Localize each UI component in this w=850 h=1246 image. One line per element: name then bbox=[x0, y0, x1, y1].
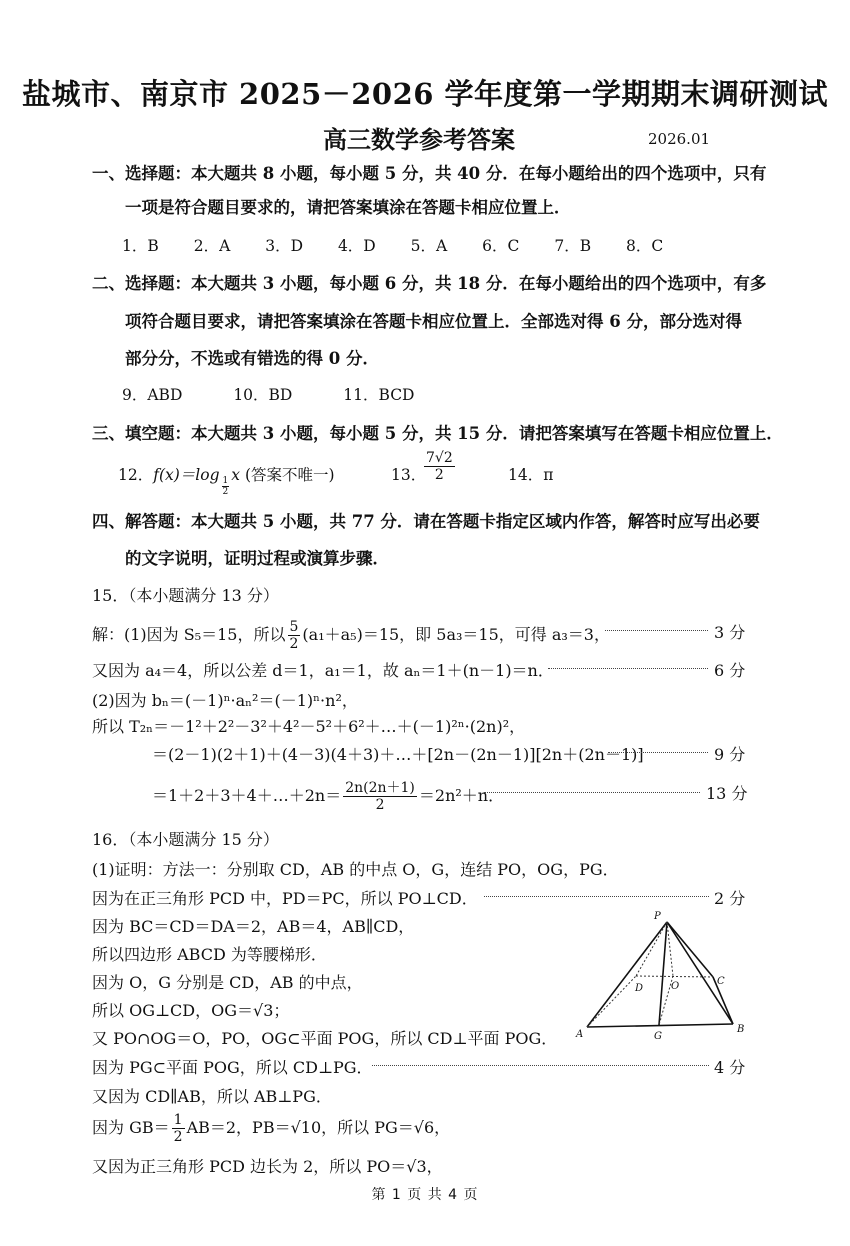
q16-line7: 又 PO∩OG＝O，PO，OG⊂平面 POG，所以 CD⊥平面 POG． bbox=[92, 1029, 558, 1048]
answer-13-number: 13． bbox=[391, 466, 427, 484]
label-A: A bbox=[576, 1029, 584, 1040]
section2-answers bbox=[122, 383, 415, 405]
q15-leader-1 bbox=[605, 630, 708, 631]
document-subtitle: 高三数学参考答案 bbox=[323, 125, 515, 154]
q16-line8: 因为 PG⊂平面 POG，所以 CD⊥PG． bbox=[92, 1058, 373, 1077]
q16-score-2: 4 分 bbox=[714, 1058, 746, 1077]
section1-answers bbox=[122, 234, 663, 256]
q16-line10-b: AB＝2，PB＝√10，所以 PG＝√6， bbox=[186, 1118, 451, 1137]
q15-frac-den: 2 bbox=[289, 636, 299, 652]
section1-heading-line1: 一、选择题：本大题共 8 小题，每小题 5 分，共 40 分．在每小题给出的四个选项中，只有 bbox=[92, 164, 767, 183]
q15-score-3: 9 分 bbox=[714, 745, 746, 764]
section4-heading-line2: 的文字说明，证明过程或演算步骤． bbox=[125, 549, 389, 568]
q16-line9: 又因为 CD∥AB，所以 AB⊥PG． bbox=[92, 1087, 332, 1106]
section4-heading-line1: 四、解答题：本大题共 5 小题，共 77 分．请在答题卡指定区域内作答，解答时应写出必要 bbox=[92, 512, 760, 531]
answer-13-fraction bbox=[422, 451, 457, 482]
q16-line3: 因为 BC＝CD＝DA＝2，AB＝4，AB∥CD， bbox=[92, 917, 415, 936]
edge-PC bbox=[667, 922, 713, 977]
page-number: 第 1 页 共 4 页 bbox=[371, 1187, 479, 1203]
q16-line10-a: 因为 GB＝ bbox=[92, 1118, 170, 1137]
q15-frac-num: 5 bbox=[289, 619, 299, 635]
q16-line10 bbox=[92, 1113, 450, 1144]
q16-line6: 所以 OG⊥CD，OG＝√3； bbox=[92, 1001, 290, 1020]
answer-13-numerator: 7√2 bbox=[426, 450, 453, 466]
q15-line6-b: ＝2n²＋n． bbox=[418, 786, 505, 805]
q15-line6-frac-num: 2n(2n＋1) bbox=[345, 780, 415, 796]
answer-11: 11．BCD bbox=[343, 386, 415, 404]
q16-line5: 因为 O，G 分别是 CD，AB 的中点， bbox=[92, 973, 363, 992]
label-B: B bbox=[737, 1024, 745, 1035]
answer-13-denominator: 2 bbox=[434, 467, 444, 483]
section3-heading: 三、填空题：本大题共 3 小题，每小题 5 分，共 15 分．请把答案填写在答题卡相应位置上． bbox=[92, 424, 783, 443]
edge-AB bbox=[587, 1024, 733, 1027]
answer-2: 2．A bbox=[193, 237, 231, 255]
edge-AD bbox=[587, 976, 636, 1027]
q15-line6-a: ＝1＋2＋3＋4＋…＋2n＝ bbox=[152, 786, 342, 805]
q15-line6-frac-den: 2 bbox=[375, 797, 385, 813]
answer-9: 9．ABD bbox=[122, 386, 183, 404]
q16-heading: 16．（本小题满分 15 分） bbox=[92, 830, 279, 849]
edge-PB bbox=[667, 922, 733, 1024]
q16-line4: 所以四边形 ABCD 为等腰梯形． bbox=[92, 945, 327, 964]
answer-12-note: (答案不唯一) bbox=[244, 466, 335, 484]
q16-leader-2 bbox=[372, 1065, 709, 1066]
label-G: G bbox=[654, 1031, 662, 1042]
answer-12-var: x bbox=[231, 466, 241, 484]
edge-PG bbox=[659, 922, 667, 1025]
q15-line5: ＝(2－1)(2＋1)＋(4－3)(4＋3)＋…＋[2n－(2n－1)][2n＋(2n－1)] bbox=[152, 745, 644, 764]
document-title: 盐城市、南京市 2025－2026 学年度第一学期期末调研测试 bbox=[21, 77, 829, 111]
answer-1: 1．B bbox=[122, 237, 159, 255]
answer-12-number: 12． bbox=[118, 466, 154, 484]
q15-line3: (2)因为 bₙ＝(－1)ⁿ·aₙ²＝(－1)ⁿ·n²， bbox=[92, 691, 358, 710]
answer-4: 4．D bbox=[337, 237, 376, 255]
q16-frac-den: 2 bbox=[173, 1129, 183, 1145]
answer-7: 7．B bbox=[554, 237, 592, 255]
q15-line6 bbox=[152, 781, 504, 812]
q15-line2: 又因为 a₄＝4，所以公差 d＝1，a₁＝1，故 aₙ＝1＋(n－1)＝n． bbox=[92, 661, 554, 680]
answer-8: 8．C bbox=[626, 237, 664, 255]
edge-PD bbox=[636, 922, 667, 976]
q15-leader-4 bbox=[484, 792, 700, 793]
q15-score-4: 13 分 bbox=[706, 784, 748, 803]
section2-heading-line3: 部分分，不选或有错选的得 0 分． bbox=[125, 349, 379, 368]
answer-3: 3．D bbox=[265, 237, 303, 255]
q15-leader-3 bbox=[608, 752, 708, 753]
q15-leader-2 bbox=[548, 668, 708, 669]
answer-10: 10．BD bbox=[233, 386, 293, 404]
q15-line1 bbox=[92, 620, 610, 651]
label-P: P bbox=[654, 911, 661, 922]
q15-line4: 所以 T₂ₙ＝－1²＋2²－3²＋4²－5²＋6²＋…＋(－1)²ⁿ·(2n)²， bbox=[92, 717, 526, 736]
q15-heading: 15．（本小题满分 13 分） bbox=[92, 586, 279, 605]
q15-score-1: 3 分 bbox=[714, 623, 746, 642]
answer-5: 5．A bbox=[410, 237, 448, 255]
label-C: C bbox=[717, 976, 725, 987]
q16-line11: 又因为正三角形 PCD 边长为 2，所以 PO＝√3， bbox=[92, 1157, 443, 1176]
answer-12 bbox=[118, 463, 335, 497]
q15-line1-a: 解：(1)因为 S₅＝15，所以 bbox=[92, 625, 286, 644]
section2-heading-line2: 项符合题目要求，请把答案填涂在答题卡相应位置上．全部选对得 6 分，部分选对得 bbox=[125, 312, 742, 331]
edge-PA bbox=[587, 922, 667, 1027]
q16-leader-1 bbox=[484, 896, 709, 897]
q16-line2: 因为在正三角形 PCD 中，PD＝PC，所以 PO⊥CD． bbox=[92, 889, 478, 908]
answer-14: 14．π bbox=[508, 466, 554, 484]
section1-heading-line2: 一项是符合题目要求的，请把答案填涂在答题卡相应位置上． bbox=[125, 198, 571, 217]
label-D: D bbox=[635, 983, 644, 994]
document-date: 2026.01 bbox=[648, 130, 711, 148]
log-base: $\frac{1}{2}$ bbox=[222, 475, 229, 497]
answer-6: 6．C bbox=[482, 237, 520, 255]
q15-score-2: 6 分 bbox=[714, 661, 746, 680]
q15-line1-b: (a₁＋a₅)＝15，即 5a₃＝15，可得 a₃＝3， bbox=[302, 625, 610, 644]
q16-line1: (1)证明：方法一：分别取 CD，AB 的中点 O，G，连结 PO，OG，PG． bbox=[92, 860, 619, 879]
q16-frac-num: 1 bbox=[173, 1112, 183, 1128]
q16-score-1: 2 分 bbox=[714, 889, 746, 908]
answer-12-expr: f(x)＝log bbox=[153, 466, 220, 484]
section2-heading-line1: 二、选择题：本大题共 3 小题，每小题 6 分，共 18 分．在每小题给出的四个选项中，有多 bbox=[92, 274, 767, 293]
pyramid-figure bbox=[570, 905, 760, 1045]
label-O: O bbox=[671, 981, 680, 992]
